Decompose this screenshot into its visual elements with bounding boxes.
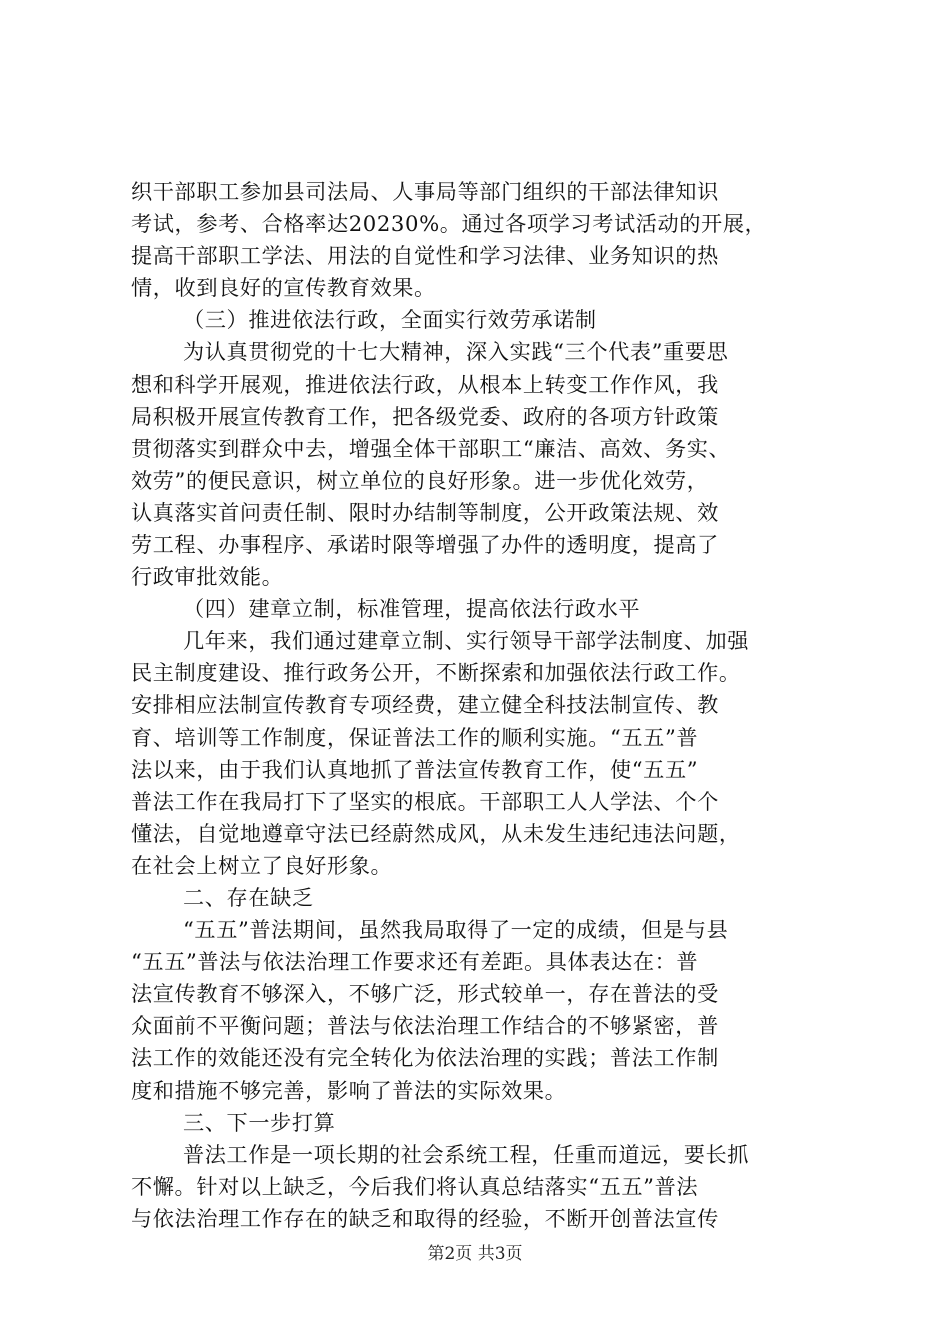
text-line-18: 育、培训等工作制度，保证普法工作的顺利实施。“五五”普 — [131, 724, 699, 750]
text-line-6: 为认真贯彻党的十七大精神，深入实践“三个代表”重要思 — [183, 339, 729, 365]
text-line-4: 情，收到良好的宣传教育效果。 — [131, 275, 436, 301]
text-line-33: 与依法治理工作存在的缺乏和取得的经验，不断开创普法宣传 — [131, 1205, 719, 1231]
section-heading-two: 二、存在缺乏 — [183, 885, 314, 910]
section-heading-three: （三）推进依法行政，全面实行效劳承诺制 — [183, 307, 597, 333]
text-line-15: 几年来，我们通过建章立制、实行领导干部学法制度、加强 — [183, 628, 750, 654]
text-line-32: 不懈。针对以上缺乏，今后我们将认真总结落实“五五”普法 — [131, 1173, 699, 1199]
text-line-8: 局积极开展宣传教育工作，把各级党委、政府的各项方针政策 — [131, 403, 719, 429]
text-line-26: 法宣传教育不够深入，不够广泛，形式较单一，存在普法的受 — [131, 981, 719, 1007]
text-line-11: 认真落实首问责任制、限时办结制等制度，公开政策法规、效 — [131, 499, 719, 525]
text-line-28: 法工作的效能还没有完全转化为依法治理的实践；普法工作制 — [131, 1045, 719, 1071]
section-heading-three-plan: 三、下一步打算 — [183, 1109, 336, 1135]
text-line-1: 织干部职工参加县司法局、人事局等部门组织的干部法律知识 — [131, 179, 719, 204]
text-line-13: 行政审批效能。 — [131, 564, 284, 590]
page-number-footer: 第2页 共3页 — [427, 1244, 523, 1264]
text-line-27: 众面前不平衡问题；普法与依法治理工作结合的不够紧密，普 — [131, 1013, 719, 1039]
text-line-9: 贯彻落实到群众中去，增强全体干部职工“廉洁、高效、务实、 — [131, 435, 731, 461]
text-line-16: 民主制度建设、推行政务公开，不断探索和加强依法行政工作。 — [131, 660, 741, 686]
text-line-21: 懂法，自觉地遵章守法已经蔚然成风，从未发生违纪违法问题， — [131, 820, 741, 846]
text-line-29: 度和措施不够完善，影响了普法的实际效果。 — [131, 1077, 567, 1103]
text-line-19: 法以来，由于我们认真地抓了普法宣传教育工作，使“五五” — [131, 756, 699, 782]
text-line-25: “五五”普法与依法治理工作要求还有差距。具体表达在：普 — [131, 949, 699, 975]
section-heading-four: （四）建章立制，标准管理，提高依法行政水平 — [183, 596, 641, 622]
text-line-24: “五五”普法期间，虽然我局取得了一定的成绩，但是与县 — [183, 917, 729, 943]
text-line-10: 效劳”的便民意识，树立单位的良好形象。进一步优化效劳， — [131, 467, 709, 493]
text-line-2: 考试，参考、合格率达20230%。通过各项学习考试活动的开展， — [131, 211, 767, 237]
text-line-31: 普法工作是一项长期的社会系统工程，任重而道远，要长抓 — [183, 1141, 750, 1167]
text-line-3: 提高干部职工学法、用法的自觉性和学习法律、业务知识的热 — [131, 243, 719, 269]
text-line-12: 劳工程、办事程序、承诺时限等增强了办件的透明度，提高了 — [131, 532, 719, 557]
text-line-17: 安排相应法制宣传教育专项经费，建立健全科技法制宣传、教 — [131, 692, 719, 718]
text-line-22: 在社会上树立了良好形象。 — [131, 852, 393, 878]
text-line-20: 普法工作在我局打下了坚实的根底。干部职工人人学法、个个 — [131, 788, 719, 814]
text-line-7: 想和科学开展观，推进依法行政，从根本上转变工作作风，我 — [131, 371, 719, 397]
